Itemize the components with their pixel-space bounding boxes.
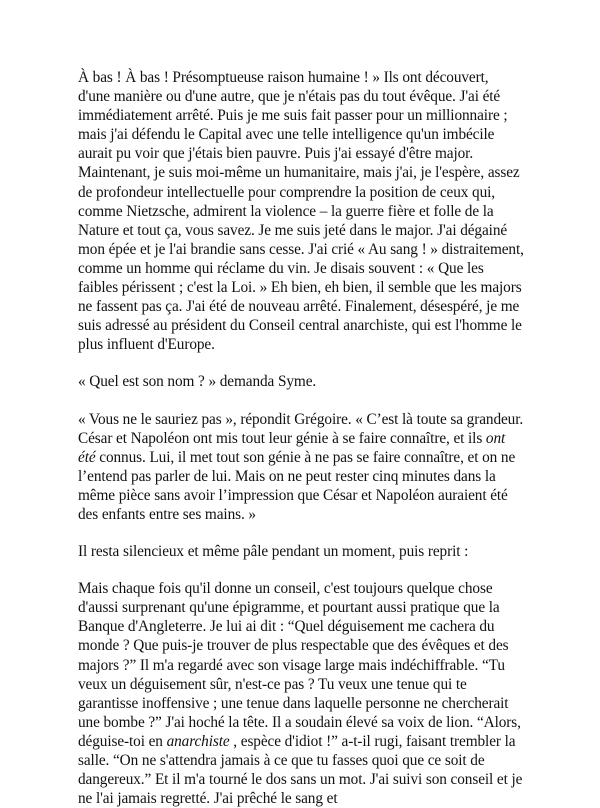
paragraph-3 xyxy=(78,410,524,525)
paragraph-4: Il resta silencieux et même pâle pendant un moment, puis reprit : xyxy=(78,543,469,561)
document-page xyxy=(78,68,524,808)
paragraph-5 xyxy=(78,579,524,808)
paragraph-3-text-after: connus. Lui, il met tout son génie à ne pas se faire connaître, et on ne l’entend pas parler de lui. Mais on ne peut rester cinq minutes dans la même pièce sans avoir l’impression que César et Napoléon auraient été des enfants entre ses mains. » xyxy=(78,448,516,523)
paragraph-5-text-before: Mais chaque fois qu'il donne un conseil, c'est toujours quelque chose d'aussi surprenant qu'une épigramme, et pourtant aussi pratique que la Banque d'Angleterre. Je lui ai dit : “Quel déguisement me cachera du monde ? Que puis-je trouver de plus respectable que des évêques et des majors ?” Il m'a regardé avec son visage large mais indéchiffrable. “Tu veux un déguisement sûr, n'est-ce pas ? Tu veux une tenue qui te garantisse inoffensive ; une tenue dans laquelle personne ne chercherait une bombe ?” J'ai hoché la tête. Il a soudain élevé sa voix de lion. “Alors, déguise-toi en xyxy=(78,580,521,750)
paragraph-1: À bas ! À bas ! Présomptueuse raison humaine ! » Ils ont découvert, d'une manière ou d'une autre, que je n'étais pas du tout évêque. J'ai été immédiatement arrêté. Puis je me suis fait passer pour un millionnaire ; mais j'ai défendu le Capital avec une telle intelligence qu'un imbécile aurait pu voir que j'étais bien pauvre. Puis j'ai essayé d'être major. Maintenant, je suis moi-même un humanitaire, mais j'ai, je l'espère, assez de profondeur intellectuelle pour comprendre la position de ceux qui, comme Nietzsche, admirent la violence – la guerre fière et folle de la Nature et tout ça, vous savez. Je me suis jeté dans le major. J'ai dégainé mon épée et je l'ai brandie sans cesse. J'ai crié « Au sang ! » distraitement, comme un homme qui réclame du vin. Je disais souvent : « Que les faibles périssent ; c'est la Loi. » Eh bien, eh bien, il semble que les majors ne fassent pas ça. J'ai été de nouveau arrêté. Finalement, désespéré, je me suis adressé au président du Conseil central anarchiste, qui est l'homme le plus influent d'Europe. xyxy=(78,69,524,354)
paragraph-3-text-before: « Vous ne le sauriez pas », répondit Grégoire. « C’est là toute sa grandeur. César et Napoléon ont mis tout leur génie à se faire connaître, et ils xyxy=(78,410,524,447)
paragraph-3-italic: ont été xyxy=(78,429,506,466)
paragraph-2: « Quel est son nom ? » demanda Syme. xyxy=(78,373,317,391)
paragraph-5-text-after: , espèce d'idiot !” a-t-il rugi, faisant trembler la salle. “On ne s'attendra jamais à ce que tu fasses quoi que ce soit de dangereux.” Et il m'a tourné le dos sans un mot. J'ai suivi son conseil et je ne l'ai jamais regretté. J'ai prêché le sang et xyxy=(78,732,523,808)
paragraph-5-italic: anarchiste xyxy=(166,732,230,750)
